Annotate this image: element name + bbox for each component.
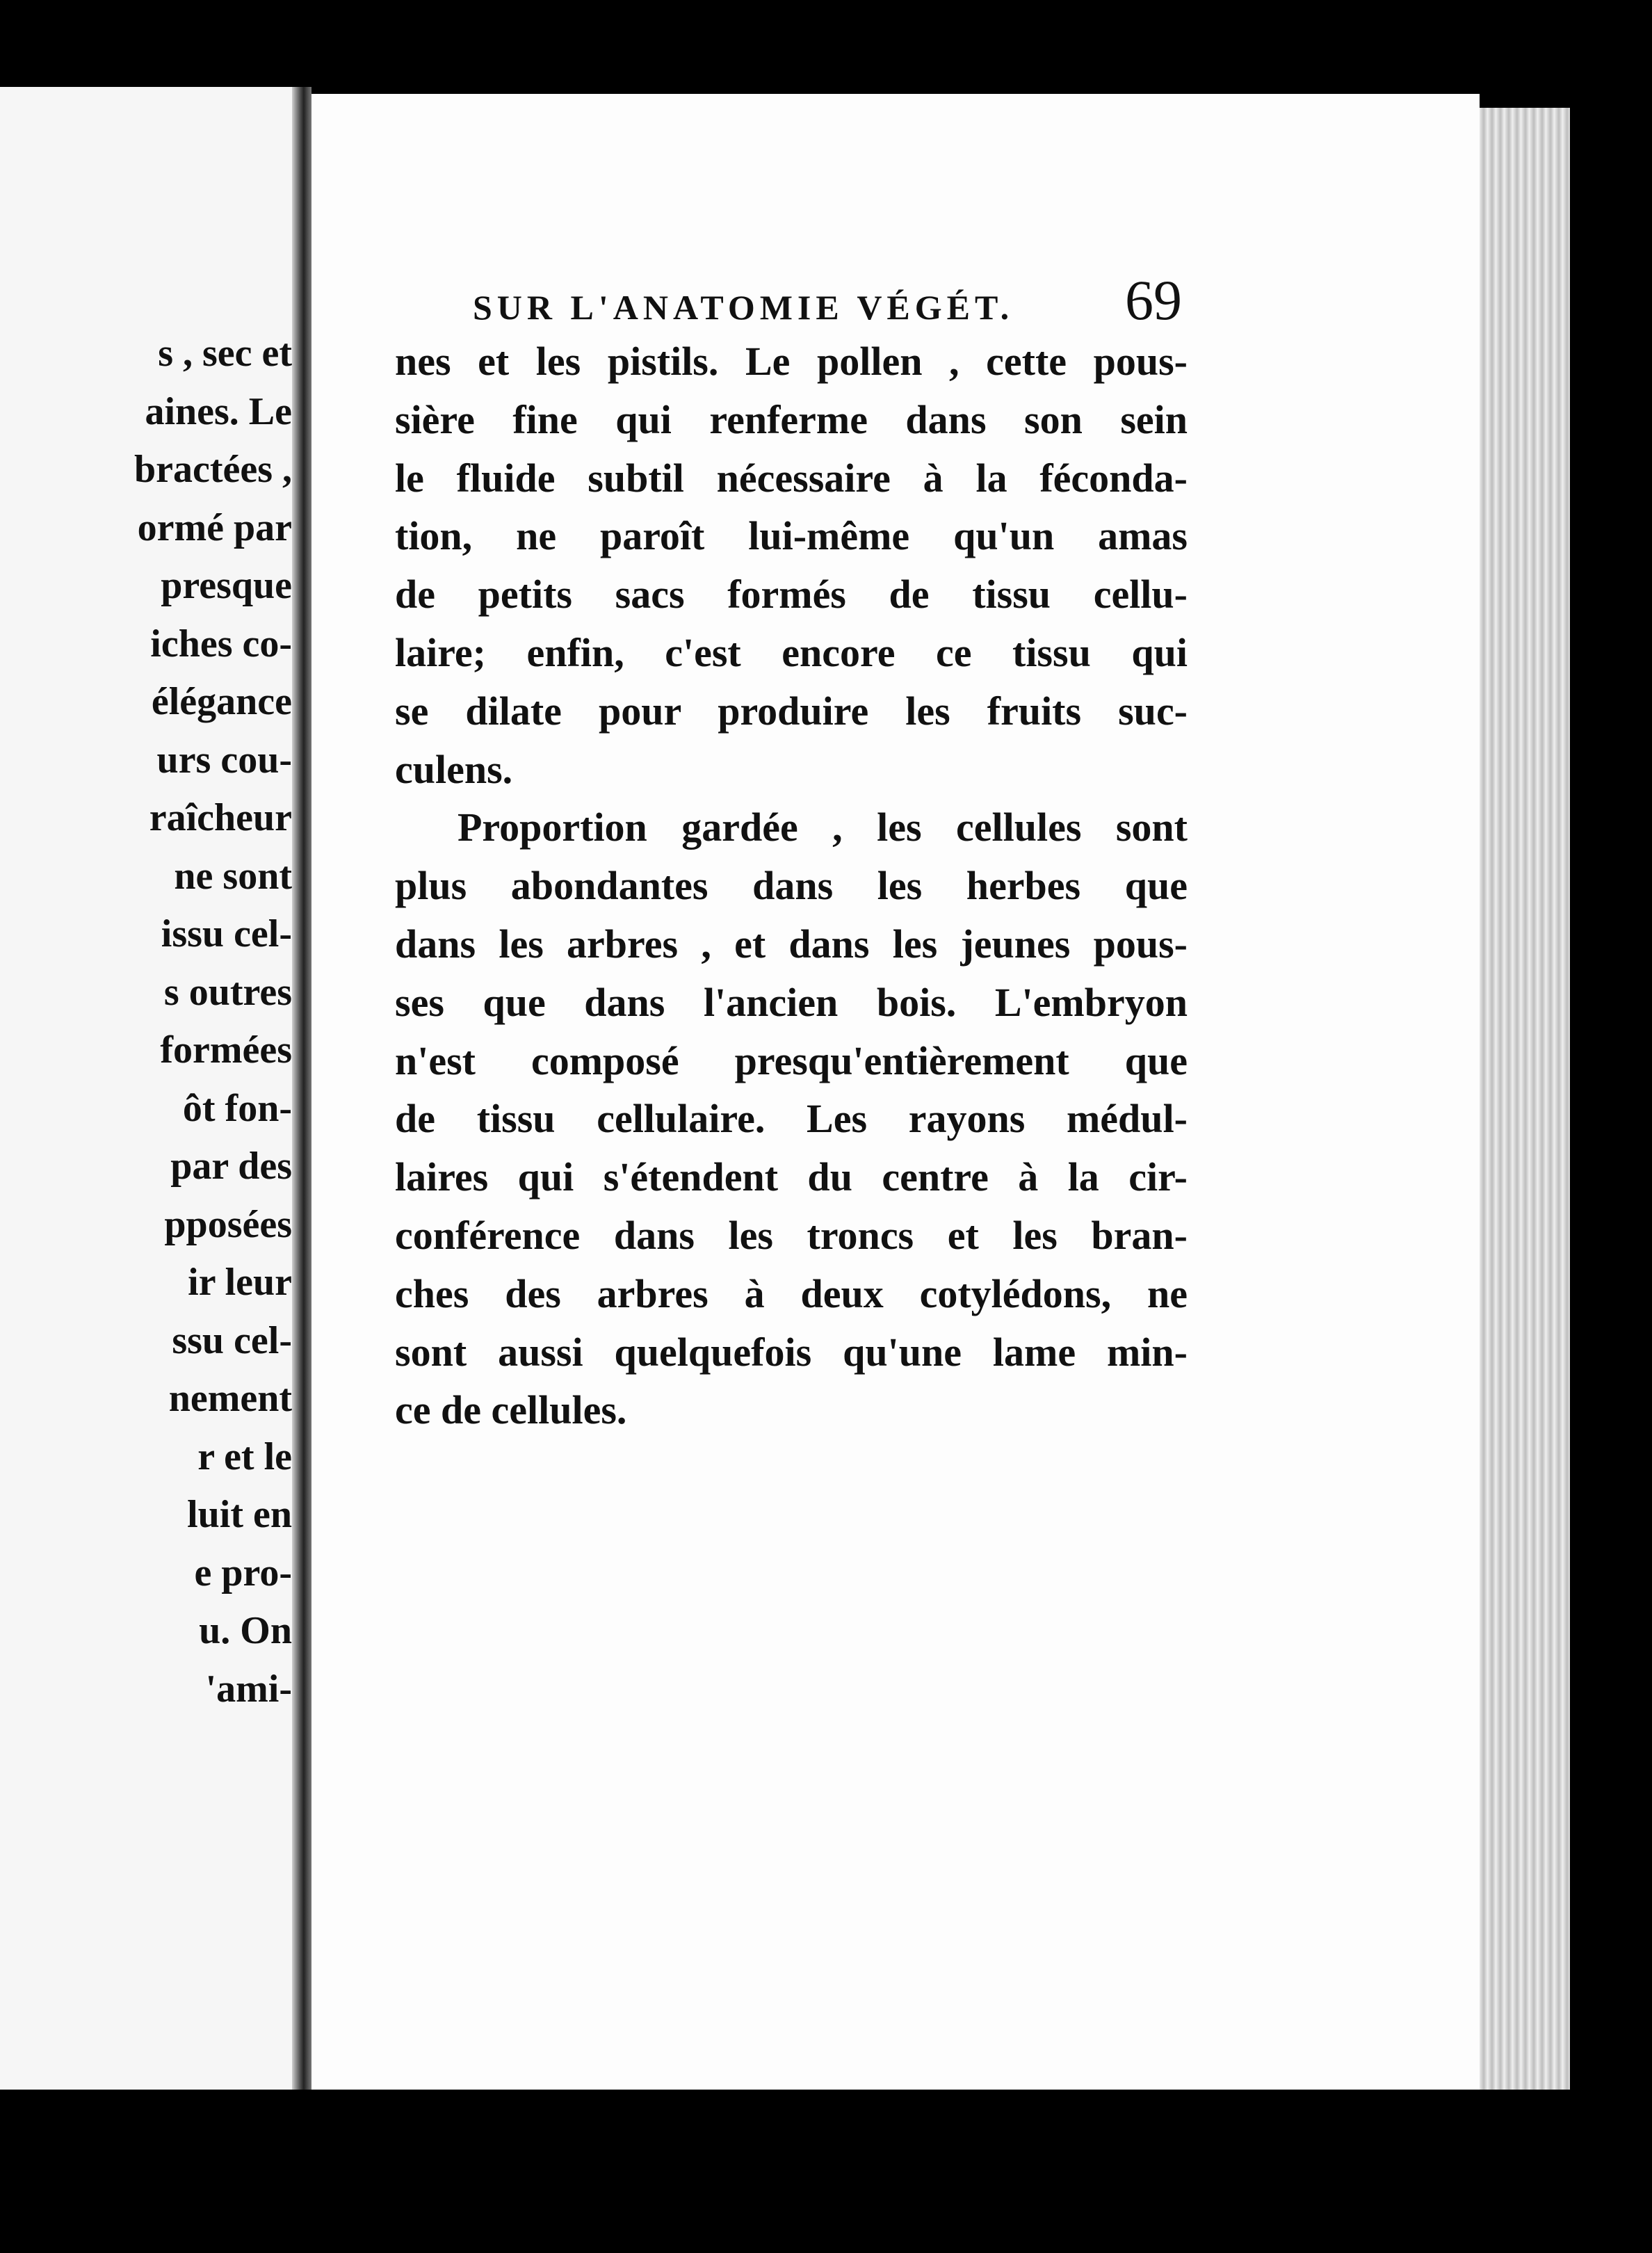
text-line: se dilate pour produire les fruits suc- [395,688,1188,734]
text-line: ses que dans l'ancien bois. L'embryon [395,979,1188,1025]
running-title: SUR L'ANATOMIE VÉGÉT. [473,288,1014,327]
text-line: le fluide subtil nécessaire à la féconda- [395,455,1188,501]
left-page-text [14,325,292,1718]
text-line: laire; enfin, c'est encore ce tissu qui [395,629,1188,675]
page-edges [1480,108,1570,2090]
page-number: 69 [1125,268,1182,332]
left-line: ormé par [137,506,292,549]
text-line: sont aussi quelquefois qu'une lame min- [395,1329,1188,1375]
left-line: issu cel- [161,912,292,955]
text-line: laires qui s'étendent du centre à la cir- [395,1154,1188,1200]
text-line: Proportion gardée , les cellules sont [457,805,1188,850]
left-line: ôt fon- [182,1086,292,1130]
text-line: tion, ne paroît lui-même qu'un amas [395,513,1188,559]
left-line: r et le [197,1435,292,1478]
running-head [473,268,1182,333]
paragraph [395,798,1188,1439]
text-line: sière fine qui renferme dans son sein [395,396,1188,442]
left-line: presque [161,564,292,607]
body-text [395,332,1188,1439]
text-line: culens. [395,746,513,792]
left-line: u. On [199,1609,292,1652]
left-line: 'ami- [205,1667,292,1711]
book-gutter [292,87,311,2090]
left-line: e pro- [194,1551,292,1594]
left-line: ssu cel- [172,1318,292,1362]
left-line: aines. Le [145,389,292,433]
left-line: pposées [164,1202,292,1246]
text-line: ce de cellules. [395,1387,627,1433]
left-line: par des [170,1145,292,1188]
text-line: conférence dans les troncs et les bran- [395,1212,1188,1258]
left-line: ir leur [188,1261,292,1304]
text-line: n'est composé presqu'entièrement que [395,1037,1188,1083]
left-line: nement [168,1377,292,1420]
left-line: bractées , [133,448,292,491]
left-line: s , sec et [158,332,292,375]
text-line: de tissu cellulaire. Les rayons médul- [395,1096,1188,1142]
left-line: luit en [187,1493,292,1536]
left-facing-page [0,87,299,2090]
left-line: élégance [151,680,292,723]
left-line: ne sont [174,854,292,898]
text-line: plus abondantes dans les herbes que [395,863,1188,909]
paragraph [395,332,1188,798]
left-line: urs cou- [156,738,292,782]
text-line: de petits sacs formés de tissu cellu- [395,572,1188,617]
left-line: formées [160,1028,292,1072]
text-line: dans les arbres , et dans les jeunes pous- [395,921,1188,967]
left-line: iches co- [150,622,292,665]
left-line: s outres [163,970,292,1014]
text-line: nes et les pistils. Le pollen , cette pous- [395,339,1188,384]
left-line: raîcheur [149,796,292,839]
text-line: ches des arbres à deux cotylédons, ne [395,1270,1188,1316]
